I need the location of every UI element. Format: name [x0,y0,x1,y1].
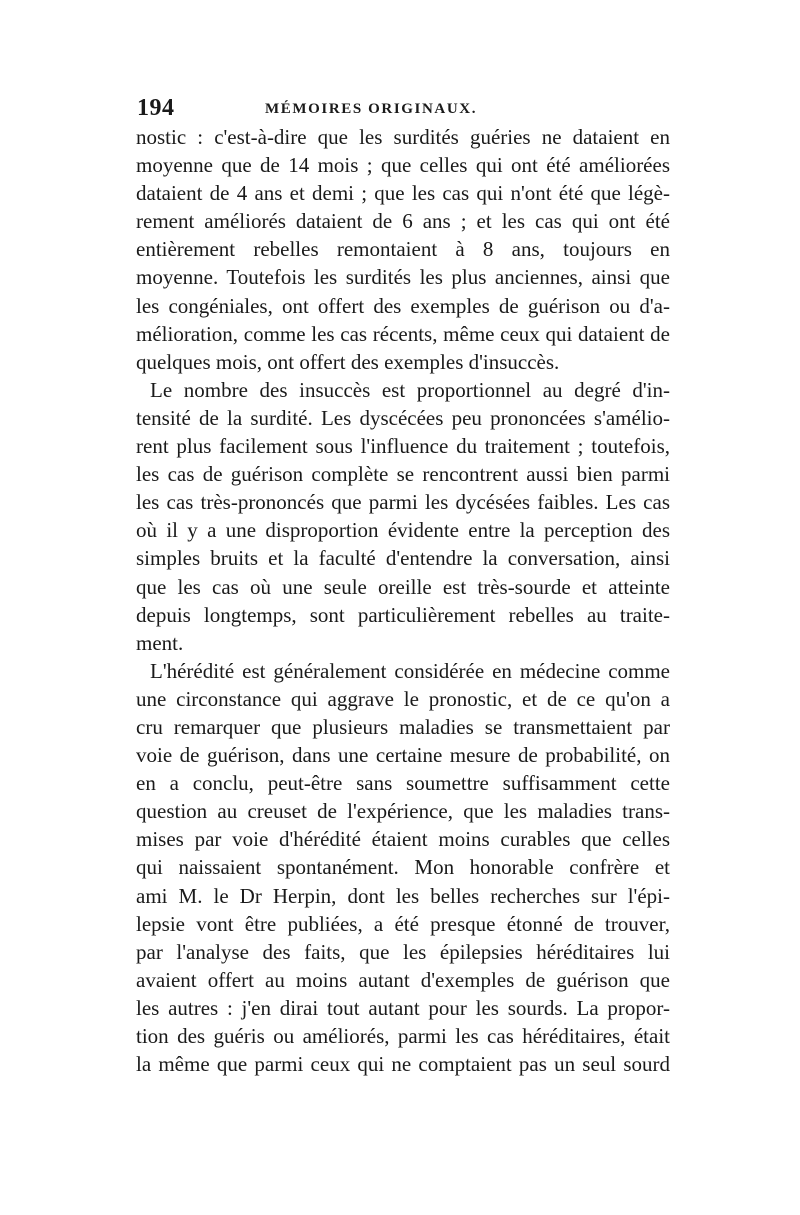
text-line: simples bruits et la faculté d'entendre la conversation, ainsi [136,546,670,571]
text-line: la même que parmi ceux qui ne comptaient pas un seul sourd [136,1052,670,1077]
text-line: dataient de 4 ans et demi ; que les cas qui n'ont été que légè- [136,181,670,206]
text-line: les autres : j'en dirai tout autant pour les sourds. La propor- [136,995,670,1020]
text-line: que les cas où une seule oreille est très-sourde et atteinte [136,574,670,599]
text-line: nostic : c'est-à-dire que les surdités guéries ne dataient en [136,125,670,149]
text-line: tensité de la surdité. Les dyscécées peu prononcées s'amélio- [136,405,670,430]
text-line: rement améliorés dataient de 6 ans ; et les cas qui ont été [136,209,670,234]
text-line: rent plus facilement sous l'influence du traitement ; toutefois, [136,434,670,459]
text-line: mises par voie d'hérédité étaient moins curables que celles [136,827,670,852]
page-number: 194 [137,95,175,121]
text-line: cru remarquer que plusieurs maladies se transmettaient par [136,714,670,739]
text-line: mélioration, comme les cas récents, même ceux qui dataient de [136,321,670,346]
body-text [136,123,670,1078]
page-header [137,94,667,122]
text-line: les congéniales, ont offert des exemples de guérison ou d'a- [136,293,670,318]
text-line: tion des guéris ou améliorés, parmi les cas héréditaires, était [136,1024,670,1048]
running-title: MÉMOIRES ORIGINAUX. [265,101,478,117]
text-line: avaient offert au moins autant d'exemples de guérison que [136,967,670,992]
text-line: les cas de guérison complète se rencontrent aussi bien parmi [136,462,670,487]
text-line: question au creuset de l'expérience, que les maladies trans- [136,799,670,824]
text-line: les cas très-prononcés que parmi les dycésées faibles. Les cas [136,490,670,515]
text-line: ami M. le Dr Herpin, dont les belles recherches sur l'épi- [136,883,670,908]
text-line: en a conclu, peut-être sans soumettre suffisamment cette [136,771,670,796]
text-line: une circonstance qui aggrave le pronostic, et de ce qu'on a [136,686,670,711]
text-line: lepsie vont être publiées, a été presque étonné de trouver, [136,911,670,936]
text-line: moyenne. Toutefois les surdités les plus anciennes, ainsi que [136,265,670,290]
paragraph-start-line: L'hérédité est généralement considérée en médecine comme [150,658,670,683]
text-line: par l'analyse des faits, que les épilepsies héréditaires lui [136,939,670,964]
text-line: quelques mois, ont offert des exemples d'insuccès. [136,349,560,374]
text-line: entièrement rebelles remontaient à 8 ans, toujours en [136,237,670,262]
text-line: depuis longtemps, sont particulièrement rebelles au traite- [136,602,670,627]
text-line: voie de guérison, dans une certaine mesure de probabilité, on [136,743,670,768]
text-line: qui naissaient spontanément. Mon honorable confrère et [136,855,670,880]
text-line: ment. [136,630,184,655]
text-line: moyenne que de 14 mois ; que celles qui ont été améliorées [136,153,670,178]
text-line: où il y a une disproportion évidente entre la perception des [136,518,670,543]
paragraph-start-line: Le nombre des insuccès est proportionnel au degré d'in- [150,377,670,402]
